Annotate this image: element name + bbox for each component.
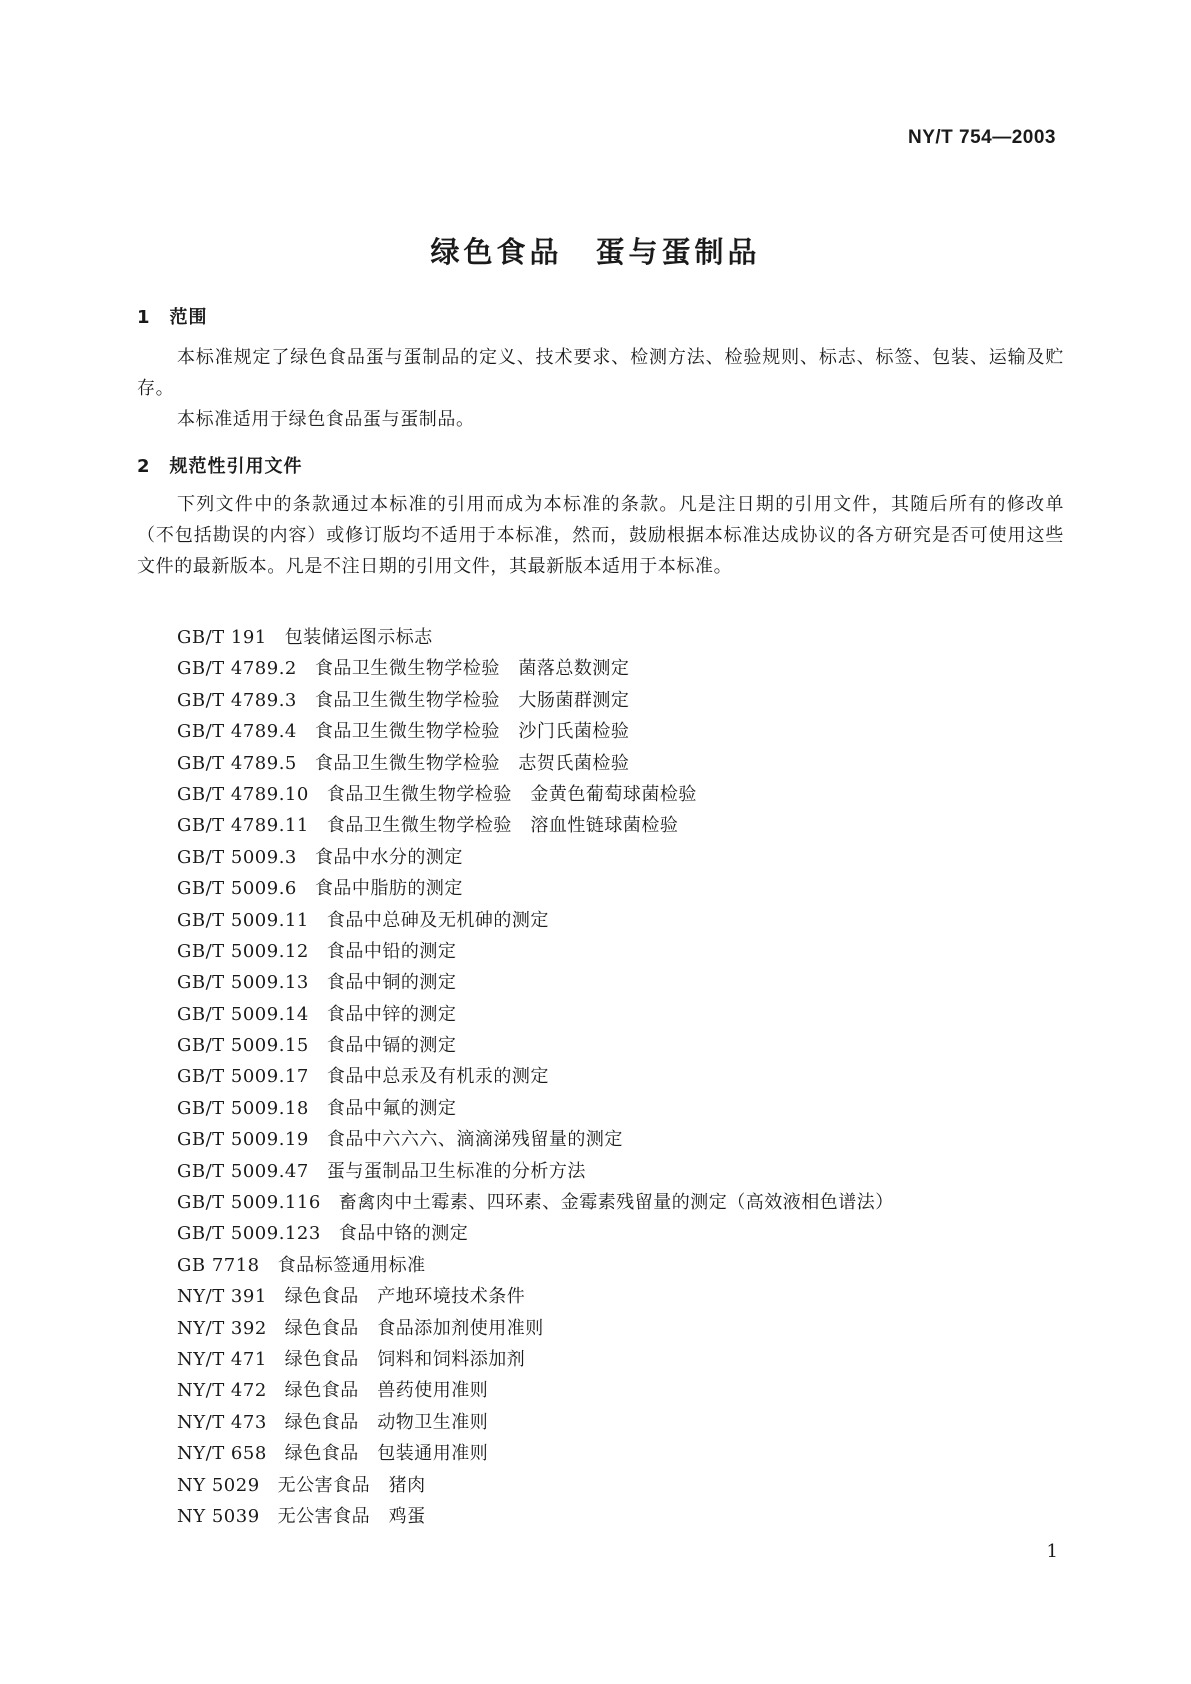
reference-code: NY 5039	[177, 1505, 260, 1527]
section-1-number: 1	[137, 307, 151, 328]
reference-item	[177, 1218, 894, 1249]
page-number: 1	[1046, 1541, 1058, 1562]
reference-code: NY 5029	[177, 1474, 260, 1496]
reference-title: 食品标签通用标准	[277, 1254, 426, 1276]
reference-code: NY/T 471	[177, 1348, 267, 1370]
reference-title: 无公害食品 鸡蛋	[277, 1505, 426, 1527]
section-1-heading	[137, 303, 208, 329]
reference-item	[177, 1093, 894, 1124]
reference-code: GB/T 5009.11	[177, 909, 309, 931]
reference-code: GB/T 191	[177, 627, 267, 648]
reference-item	[177, 1281, 894, 1312]
reference-title: 无公害食品 猪肉	[277, 1474, 426, 1496]
reference-code: NY/T 473	[177, 1411, 267, 1433]
reference-item	[177, 810, 894, 841]
reference-item	[177, 967, 894, 998]
reference-title: 食品中锌的测定	[326, 1003, 457, 1025]
reference-code: GB/T 5009.116	[177, 1192, 321, 1214]
reference-item	[177, 1124, 894, 1155]
section-1-title: 范围	[169, 307, 208, 328]
reference-item	[177, 1061, 894, 1092]
reference-item	[177, 748, 894, 779]
reference-code: GB/T 4789.10	[177, 783, 309, 805]
reference-title: 食品中铜的测定	[326, 972, 457, 994]
reference-code: GB/T 5009.17	[177, 1066, 309, 1088]
reference-item	[177, 1407, 894, 1438]
reference-code: GB/T 5009.18	[177, 1097, 309, 1119]
reference-title: 绿色食品 兽药使用准则	[284, 1380, 489, 1402]
reference-title: 食品中六六六、滴滴涕残留量的测定	[326, 1129, 623, 1151]
reference-title: 食品卫生微生物学检验 溶血性链球菌检验	[326, 815, 679, 837]
document-title: 绿色食品 蛋与蛋制品	[430, 235, 761, 269]
reference-title: 食品卫生微生物学检验 志贺氏菌检验	[314, 752, 630, 774]
reference-code: GB/T 5009.14	[177, 1003, 309, 1025]
reference-item	[177, 905, 894, 936]
reference-code: NY/T 392	[177, 1317, 267, 1339]
reference-item	[177, 622, 894, 653]
reference-title: 食品卫生微生物学检验 金黄色葡萄球菌检验	[326, 783, 697, 805]
reference-title: 绿色食品 饲料和饲料添加剂	[284, 1348, 526, 1370]
reference-title: 食品中铅的测定	[326, 940, 457, 962]
reference-item	[177, 1438, 894, 1469]
reference-title: 食品中镉的测定	[326, 1035, 457, 1057]
reference-item	[177, 936, 894, 967]
reference-title: 包装储运图示标志	[284, 627, 433, 648]
reference-title: 畜禽肉中土霉素、四环素、金霉素残留量的测定（高效液相色谱法）	[338, 1192, 894, 1214]
reference-item	[177, 1156, 894, 1187]
standard-number: NY/T 754—2003	[907, 127, 1056, 148]
section-2-title: 规范性引用文件	[169, 456, 303, 477]
reference-title: 食品中氟的测定	[326, 1097, 457, 1119]
reference-title: 绿色食品 产地环境技术条件	[284, 1286, 526, 1308]
reference-title: 绿色食品 食品添加剂使用准则	[284, 1317, 544, 1339]
reference-item	[177, 1187, 894, 1218]
reference-title: 食品中铬的测定	[338, 1223, 469, 1245]
reference-item	[177, 1501, 894, 1532]
reference-item	[177, 779, 894, 810]
reference-item	[177, 716, 894, 747]
section-2-number: 2	[137, 456, 151, 477]
reference-code: GB/T 5009.13	[177, 972, 309, 994]
reference-title: 食品卫生微生物学检验 大肠菌群测定	[314, 689, 630, 711]
reference-code: NY/T 391	[177, 1286, 267, 1308]
reference-title: 绿色食品 包装通用准则	[284, 1443, 489, 1465]
reference-title: 绿色食品 动物卫生准则	[284, 1411, 489, 1433]
section-2-heading	[137, 452, 303, 478]
reference-item	[177, 999, 894, 1030]
reference-item	[177, 842, 894, 873]
reference-item	[177, 1344, 894, 1375]
reference-code: GB/T 5009.15	[177, 1035, 309, 1057]
reference-title: 食品中脂肪的测定	[314, 878, 463, 900]
section-2-paragraph-intro: 下列文件中的条款通过本标准的引用而成为本标准的条款。凡是注日期的引用文件，其随后所有的修改单（不包括勘误的内容）或修订版均不适用于本标准，然而，鼓励根据本标准达成协议的各方研究是否可使用这些文件的最新版本。凡是不注日期的引用文件，其最新版本适用于本标准。	[137, 494, 1064, 577]
normative-references-list	[177, 622, 894, 1532]
reference-title: 食品卫生微生物学检验 沙门氏菌检验	[314, 721, 630, 743]
reference-item	[177, 1313, 894, 1344]
reference-item	[177, 685, 894, 716]
reference-code: NY/T 658	[177, 1443, 267, 1465]
section-1-paragraph-applicability: 本标准适用于绿色食品蛋与蛋制品。	[177, 409, 475, 430]
reference-code: GB/T 5009.12	[177, 940, 309, 962]
reference-code: GB 7718	[177, 1254, 260, 1276]
reference-item	[177, 1470, 894, 1501]
reference-code: GB/T 4789.11	[177, 815, 309, 837]
reference-code: GB/T 5009.47	[177, 1160, 309, 1182]
reference-item	[177, 1030, 894, 1061]
reference-code: GB/T 4789.2	[177, 658, 297, 680]
reference-code: GB/T 5009.123	[177, 1223, 321, 1245]
reference-code: GB/T 4789.4	[177, 721, 297, 743]
reference-code: NY/T 472	[177, 1380, 267, 1402]
reference-item	[177, 1250, 894, 1281]
reference-code: GB/T 5009.6	[177, 878, 297, 900]
reference-title: 食品中总砷及无机砷的测定	[326, 909, 549, 931]
reference-title: 蛋与蛋制品卫生标准的分析方法	[326, 1160, 586, 1182]
reference-item	[177, 653, 894, 684]
reference-code: GB/T 5009.19	[177, 1129, 309, 1151]
section-1-paragraph-scope: 本标准规定了绿色食品蛋与蛋制品的定义、技术要求、检测方法、检验规则、标志、标签、包装、运输及贮存。	[137, 347, 1064, 399]
reference-code: GB/T 4789.5	[177, 752, 297, 774]
reference-title: 食品卫生微生物学检验 菌落总数测定	[314, 658, 630, 680]
reference-code: GB/T 4789.3	[177, 689, 297, 711]
reference-code: GB/T 5009.3	[177, 846, 297, 868]
reference-item	[177, 873, 894, 904]
reference-title: 食品中总汞及有机汞的测定	[326, 1066, 549, 1088]
reference-title: 食品中水分的测定	[314, 846, 463, 868]
reference-item	[177, 1375, 894, 1406]
